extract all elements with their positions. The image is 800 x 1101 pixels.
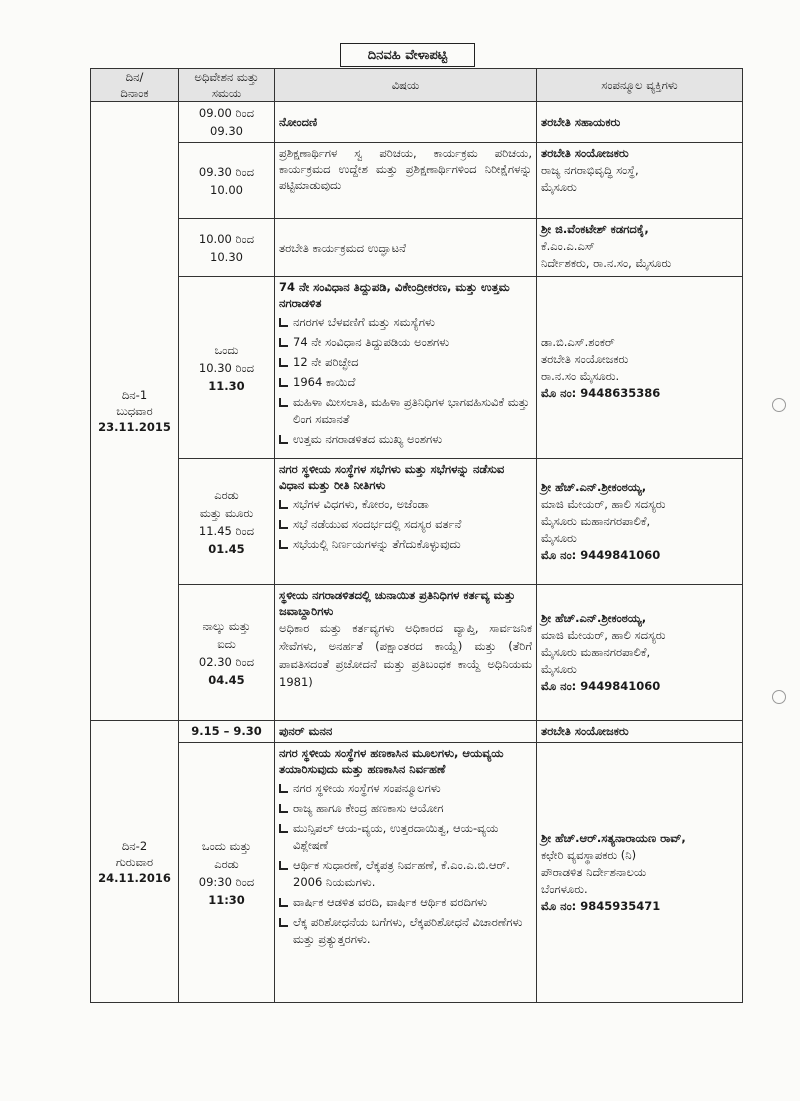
subject-cell: ಸ್ಥಳೀಯ ನಗರಾಡಳಿತದಲ್ಲಿ ಚುನಾಯಿತ ಪ್ರತಿನಿಧಿಗಳ ಕರ್ತವ್ಯ ಮತ್ತು ಜವಾಬ್ದಾರಿಗಳು ಅಧಿಕಾರ ಮತ್ತು ಕರ್ತವ್ಯಗಳು ಅಧಿಕಾರದ ವ್ಯಾಪ್ತಿ, ಸಾರ್ವಜನಿಕ ಸೇವೆಗಳು, ಅನರ್ಹತೆ (ಪಕ್ಷಾಂತರದ ಕಾಯ್ದೆ) ಮತ್ತು (ತೆರಿಗೆ ಪಾವತಿಸದಂತೆ ಪ್ರಚೋದನೆ ಮತ್ತು ಪ್ರತಿಬಂಧಕ ಕಾಯ್ದೆ ಅಧಿನಿಯಮ 1981)	[275, 585, 537, 721]
list-item: 12 ನೇ ಪರಿಚ್ಛೇದ	[279, 354, 532, 371]
table-row	[91, 743, 743, 1003]
list-item: ಮಹಿಳಾ ಮೀಸಲಾತಿ, ಮಹಿಳಾ ಪ್ರತಿನಿಧಿಗಳ ಭಾಗವಹಿಸುವಿಕೆ ಮತ್ತು ಲಿಂಗ ಸಮಾನತೆ	[279, 394, 532, 428]
subject-cell: 74 ನೇ ಸಂವಿಧಾನ ತಿದ್ದುಪಡಿ, ವಿಕೇಂದ್ರೀಕರಣ, ಮತ್ತು ಉತ್ತಮ ನಗರಾಡಳಿತ ನಗರಗಳ ಬೆಳವಣಿಗೆ ಮತ್ತು ಸಮಸ್ಯೆಗಳು 74 ನೇ ಸಂವಿಧಾನ ತಿದ್ದುಪಡಿಯ ಅಂಶಗಳು 12 ನೇ ಪರಿಚ್ಛೇದ 1964 ಕಾಯಿದೆ ಮಹಿಳಾ ಮೀಸಲಾತಿ, ಮಹಿಳಾ ಪ್ರತಿನಿಧಿಗಳ ಭಾಗವಹಿಸುವಿಕೆ ಮತ್ತು ಲಿಂಗ ಸಮಾನತೆ ಉತ್ತಮ ನಗರಾಡಳಿತದ ಮುಖ್ಯ ಅಂಶಗಳು	[275, 277, 537, 459]
list-item: ಲೆಕ್ಕ ಪರಿಶೋಧನೆಯ ಬಗೆಗಳು, ಲೆಕ್ಕಪರಿಶೋಧನೆ ವಿಚಾರಣೆಗಳು ಮತ್ತು ಪ್ರತ್ಯುತ್ತರಗಳು.	[279, 914, 532, 948]
list-item: 74 ನೇ ಸಂವಿಧಾನ ತಿದ್ದುಪಡಿಯ ಅಂಶಗಳು	[279, 334, 532, 351]
table-row	[91, 277, 743, 459]
subject-cell: ನಗರ ಸ್ಥಳೀಯ ಸಂಸ್ಥೆಗಳ ಹಣಕಾಸಿನ ಮೂಲಗಳು, ಆಯವ್ಯಯ ತಯಾರಿಸುವುದು ಮತ್ತು ಹಣಕಾಸಿನ ನಿರ್ವಹಣೆ ನಗರ ಸ್ಥಳೀಯ ಸಂಸ್ಥೆಗಳ ಸಂಪನ್ಮೂಲಗಳು ರಾಜ್ಯ ಹಾಗೂ ಕೇಂದ್ರ ಹಣಕಾಸು ಆಯೋಗ ಮುನ್ಸಿಪಲ್ ಆಯ-ವ್ಯಯ, ಉತ್ತರದಾಯಿತ್ವ, ಆಯ-ವ್ಯಯ ವಿಶ್ಲೇಷಣೆ ಆರ್ಥಿಕ ಸುಧಾರಣೆ, ಲೆಕ್ಕಪತ್ರ ನಿರ್ವಹಣೆ, ಕೆ.ಎಂ.ಎ.ಬಿ.ಆರ್. 2006 ನಿಯಮಗಳು. ವಾರ್ಷಿಕ ಆಡಳಿತ ವರದಿ, ವಾರ್ಷಿಕ ಆರ್ಥಿಕ ವರದಿಗಳು ಲೆಕ್ಕ ಪರಿಶೋಧನೆಯ ಬಗೆಗಳು, ಲೆಕ್ಕಪರಿಶೋಧನೆ ವಿಚಾರಣೆಗಳು ಮತ್ತು ಪ್ರತ್ಯುತ್ತರಗಳು.	[275, 743, 537, 1003]
table-row	[91, 459, 743, 585]
punch-hole	[772, 690, 786, 704]
bullet-icon	[279, 520, 288, 529]
bullet-icon	[279, 500, 288, 509]
schedule-table	[90, 68, 743, 1003]
resource-cell: ತರಬೇತಿ ಸಹಾಯಕರು	[537, 102, 743, 143]
subject-cell: ಪ್ರಶಿಕ್ಷಣಾರ್ಥಿಗಳ ಸ್ವ ಪರಿಚಯ, ಕಾರ್ಯಕ್ರಮ ಪರಿಚಯ, ಕಾರ್ಯಕ್ರಮದ ಉದ್ದೇಶ ಮತ್ತು ಪ್ರಶಿಕ್ಷಣಾರ್ಥಿಗಳಿಂದ ನಿರೀಕ್ಷೆಗಳನ್ನು ಪಟ್ಟಿಮಾಡುವುದು	[275, 143, 537, 219]
list-item: ಮುನ್ಸಿಪಲ್ ಆಯ-ವ್ಯಯ, ಉತ್ತರದಾಯಿತ್ವ, ಆಯ-ವ್ಯಯ ವಿಶ್ಲೇಷಣೆ	[279, 820, 532, 854]
time-cell: 10.00 ರಿಂದ 10.30	[179, 219, 275, 277]
time-cell: ನಾಲ್ಕು ಮತ್ತು ಐದು 02.30 ರಿಂದ 04.45	[179, 585, 275, 721]
bullet-icon	[279, 378, 288, 387]
resource-cell: ಶ್ರೀ ಹೆಚ್.ಎನ್.ಶ್ರೀಕಂಠಯ್ಯ, ಮಾಜಿ ಮೇಯರ್, ಹಾಲಿ ಸದಸ್ಯರು ಮೈಸೂರು ಮಹಾನಗರಪಾಲಿಕೆ, ಮೈಸೂರು ಮೊ ನಂ: 9449841060	[537, 585, 743, 721]
time-cell: 9.15 – 9.30	[179, 721, 275, 743]
header-session: ಅಧಿವೇಶನ ಮತ್ತು ಸಮಯ	[179, 69, 275, 102]
list-item: ವಾರ್ಷಿಕ ಆಡಳಿತ ವರದಿ, ವಾರ್ಷಿಕ ಆರ್ಥಿಕ ವರದಿಗಳು	[279, 894, 532, 911]
resource-cell: ಶ್ರೀ ಹೆಚ್.ಆರ್.ಸತ್ಯನಾರಾಯಣ ರಾವ್, ಕಛೇರಿ ವ್ಯವಸ್ಥಾಪಕರು (ನಿ) ಪೌರಾಡಳಿತ ನಿರ್ದೇಶನಾಲಯ ಬೆಂಗಳೂರು. ಮೊ ನಂ: 9845935471	[537, 743, 743, 1003]
table-row	[91, 143, 743, 219]
subject-cell: ನಗರ ಸ್ಥಳೀಯ ಸಂಸ್ಥೆಗಳ ಸಭೆಗಳು ಮತ್ತು ಸಭೆಗಳನ್ನು ನಡೆಸುವ ವಿಧಾನ ಮತ್ತು ರೀತಿ ನೀತಿಗಳು ಸಭೆಗಳ ವಿಧಗಳು, ಕೋರಂ, ಅಜೆಂಡಾ ಸಭೆ ನಡೆಯುವ ಸಂದರ್ಭದಲ್ಲಿ ಸದಸ್ಯರ ವರ್ತನೆ ಸಭೆಯಲ್ಲಿ ನಿರ್ಣಯಗಳನ್ನು ತೆಗೆದುಕೊಳ್ಳುವುದು	[275, 459, 537, 585]
bullet-icon	[279, 338, 288, 347]
punch-hole	[772, 398, 786, 412]
day-cell: ದಿನ-1 ಬುಧವಾರ 23.11.2015	[91, 102, 179, 721]
list-item: 1964 ಕಾಯಿದೆ	[279, 374, 532, 391]
bullet-icon	[279, 540, 288, 549]
table-row	[91, 585, 743, 721]
header-subject: ವಿಷಯ	[275, 69, 537, 102]
list-item: ಸಭೆ ನಡೆಯುವ ಸಂದರ್ಭದಲ್ಲಿ ಸದಸ್ಯರ ವರ್ತನೆ	[279, 516, 532, 533]
time-cell: ಒಂದು ಮತ್ತು ಎರಡು 09:30 ರಿಂದ 11:30	[179, 743, 275, 1003]
bullet-icon	[279, 824, 288, 833]
day-cell: ದಿನ-2 ಗುರುವಾರ 24.11.2016	[91, 721, 179, 1003]
header-row	[91, 69, 743, 102]
list-item: ರಾಜ್ಯ ಹಾಗೂ ಕೇಂದ್ರ ಹಣಕಾಸು ಆಯೋಗ	[279, 800, 532, 817]
resource-cell: ಶ್ರೀ ಹೆಚ್.ಎನ್.ಶ್ರೀಕಂಠಯ್ಯ, ಮಾಜಿ ಮೇಯರ್, ಹಾಲಿ ಸದಸ್ಯರು ಮೈಸೂರು ಮಹಾನಗರಪಾಲಿಕೆ, ಮೈಸೂರು ಮೊ ನಂ: 9449841060	[537, 459, 743, 585]
list-item: ಸಭೆಗಳ ವಿಧಗಳು, ಕೋರಂ, ಅಜೆಂಡಾ	[279, 496, 532, 513]
time-cell: ಎರಡು ಮತ್ತು ಮೂರು 11.45 ರಿಂದ 01.45	[179, 459, 275, 585]
resource-cell: ತರಬೇತಿ ಸಂಯೋಜಕರು ರಾಜ್ಯ ನಗರಾಭಿವೃದ್ಧಿ ಸಂಸ್ಥೆ, ಮೈಸೂರು	[537, 143, 743, 219]
bullet-icon	[279, 318, 288, 327]
bullet-icon	[279, 435, 288, 444]
resource-cell: ತರಬೇತಿ ಸಂಯೋಜಕರು	[537, 721, 743, 743]
list-item: ಉತ್ತಮ ನಗರಾಡಳಿತದ ಮುಖ್ಯ ಅಂಶಗಳು	[279, 431, 532, 448]
table-row	[91, 721, 743, 743]
list-item: ಆರ್ಥಿಕ ಸುಧಾರಣೆ, ಲೆಕ್ಕಪತ್ರ ನಿರ್ವಹಣೆ, ಕೆ.ಎಂ.ಎ.ಬಿ.ಆರ್. 2006 ನಿಯಮಗಳು.	[279, 857, 532, 891]
time-cell: 09.00 ರಿಂದ 09.30	[179, 102, 275, 143]
list-item: ಸಭೆಯಲ್ಲಿ ನಿರ್ಣಯಗಳನ್ನು ತೆಗೆದುಕೊಳ್ಳುವುದು	[279, 536, 532, 553]
table-row	[91, 219, 743, 277]
bullet-icon	[279, 398, 288, 407]
list-item: ನಗರ ಸ್ಥಳೀಯ ಸಂಸ್ಥೆಗಳ ಸಂಪನ್ಮೂಲಗಳು	[279, 780, 532, 797]
resource-cell: ಡಾ.ಬಿ.ಎಸ್.ಶಂಕರ್ ತರಬೇತಿ ಸಂಯೋಜಕರು ರಾ.ನ.ಸಂ ಮೈಸೂರು. ಮೊ ನಂ: 9448635386	[537, 277, 743, 459]
header-resource: ಸಂಪನ್ಮೂಲ ವ್ಯಕ್ತಿಗಳು	[537, 69, 743, 102]
bullet-icon	[279, 784, 288, 793]
bullet-icon	[279, 804, 288, 813]
table-row	[91, 102, 743, 143]
time-cell: 09.30 ರಿಂದ 10.00	[179, 143, 275, 219]
page-title: ದಿನವಹಿ ವೇಳಾಪಟ್ಟಿ	[340, 43, 475, 67]
bullet-icon	[279, 898, 288, 907]
time-cell: ಒಂದು 10.30 ರಿಂದ 11.30	[179, 277, 275, 459]
bullet-icon	[279, 918, 288, 927]
subject-cell: ತರಬೇತಿ ಕಾರ್ಯಕ್ರಮದ ಉದ್ಘಾಟನೆ	[275, 219, 537, 277]
subject-cell: ಪುನರ್ ಮನನ	[275, 721, 537, 743]
bullet-icon	[279, 861, 288, 870]
subject-cell: ನೋಂದಣಿ	[275, 102, 537, 143]
resource-cell: ಶ್ರೀ ಜಿ.ವೆಂಕಟೇಶ್ ಕಡಗದಕೈ, ಕೆ.ಎಂ.ಎ.ಎಸ್ ನಿರ್ದೇಶಕರು, ರಾ.ನ.ಸಂ, ಮೈಸೂರು	[537, 219, 743, 277]
header-day: ದಿನ/ ದಿನಾಂಕ	[91, 69, 179, 102]
list-item: ನಗರಗಳ ಬೆಳವಣಿಗೆ ಮತ್ತು ಸಮಸ್ಯೆಗಳು	[279, 314, 532, 331]
bullet-icon	[279, 358, 288, 367]
